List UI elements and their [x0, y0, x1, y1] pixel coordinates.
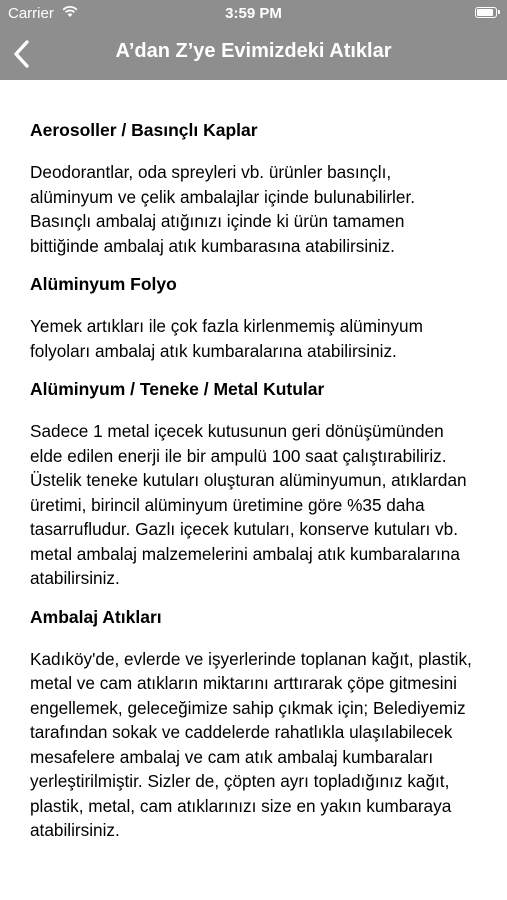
chevron-left-icon [8, 36, 40, 72]
section-heading: Aerosoller / Basınçlı Kaplar [30, 120, 258, 140]
page-title: A’dan Z’ye Evimizdeki Atıklar [115, 40, 392, 62]
carrier-label: Carrier [8, 5, 54, 22]
status-time: 3:59 PM [225, 5, 282, 22]
battery-icon [475, 7, 497, 18]
section-body: Yemek artıkları ile çok fazla kirlenmemiş alüminyum folyoları ambalaj atık kumbaralarına atabilirsiniz. [30, 316, 423, 361]
section-heading: Ambalaj Atıkları [30, 606, 162, 627]
section-body: Deodorantlar, oda spreyleri vb. ürünler basınçlı, alüminyum ve çelik ambalajlar içinde bulunabilirler. Basınçlı ambalaj atığınızı içinde ki ürün tamamen bittiğinde ambalaj atık kumbarasına atabilirsiniz. [30, 162, 415, 256]
section-aluminum-foil [30, 272, 478, 363]
status-bar [0, 0, 507, 28]
header [0, 0, 507, 80]
section-body: Sadece 1 metal içecek kutusunun geri dönüşümünden elde edilen enerji ile bir ampulü 100 saat çalıştırabiliriz. Üstelik teneke kutuları oluşturan alüminyumun, atıklardan üretimi, birincil alüminyum üretimine göre %35 daha tasarrufludur. Gazlı içecek kutuları, konserve kutuları vb. metal ambalaj malzemelerini ambalaj atık kumbaralarına atabilirsiniz. [30, 421, 467, 588]
nav-bar [0, 28, 507, 80]
section-heading: Alüminyum / Teneke / Metal Kutular [30, 379, 325, 399]
section-packaging-waste [30, 605, 478, 843]
section-body: Kadıköy'de, evlerde ve işyerlerinde toplanan kağıt, plastik, metal ve cam atıkların miktarını arttırarak çöpe gitmesini engellemek, geleceğimize sahip çıkmak için; Belediyemiz tarafından sokak ve caddelerde rahatlıkla ulaşılabilecek mesafelere ambalaj ve cam atık ambalaj kumbaraları yerleştirilmiştir. Sizler de, çöpten ayrı topladığınız kağıt, plastik, metal, cam atıklarınızı size en yakın kumbaraya atabilirsiniz. [30, 648, 472, 840]
back-button[interactable] [8, 36, 40, 72]
content-scroll[interactable] [30, 118, 478, 857]
section-aerosols [30, 118, 478, 258]
section-metal-cans [30, 377, 478, 591]
section-heading: Alüminyum Folyo [30, 274, 177, 294]
